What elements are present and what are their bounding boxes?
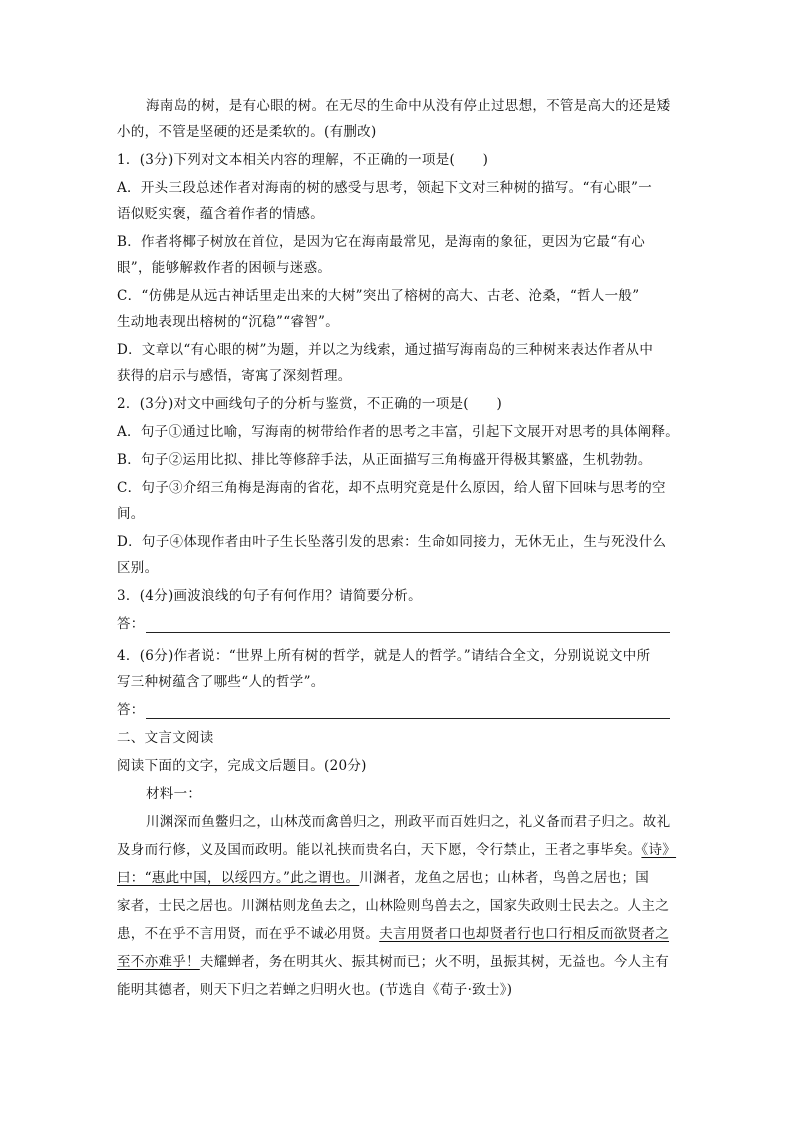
classical-text-line: 能明其德者，则天下归之若蝉之归明火也。(节选自《荀子·致士》) [117,982,513,998]
section-heading: 二、文言文阅读 [117,730,214,746]
q1-option-d-cont: 获得的启示与感悟，寄寓了深刻哲理。 [117,368,352,384]
classical-text-line [117,840,676,860]
q1-option-a: A．开头三段总述作者对海南的树的感受与思考，领起下文对三种树的描写。“有心眼”一 [117,180,653,196]
q2-option-c-cont: 间。 [117,506,145,522]
classical-text-line: 川渊深而鱼鳖归之，山林茂而禽兽归之，刑政平而百姓归之，礼义备而君子归之。故礼 [146,814,671,830]
q2-option-d: D．句子④体现作者由叶子生长坠落引发的思索：生命如同接力，无休无止，生与死没什么 [117,534,667,550]
q3-answer-line[interactable] [146,632,670,633]
q2-option-d-cont: 区别。 [117,560,159,576]
passage-line: 小的，不管是坚硬的还是柔软的。(有删改) [117,124,377,140]
question-3-stem: 3．(4分)画波浪线的句子有何作用？请简要分析。 [117,588,422,604]
underlined-sentence: 至不亦难乎！ [117,954,200,970]
classical-text-segment: 患，不在乎不言用贤，而在乎不诚必用贤。 [117,926,380,942]
q1-option-c-cont: 生动地表现出榕树的“沉稳”“睿智”。 [117,314,340,330]
passage-line: 海南岛的树，是有心眼的树。在无尽的生命中从没有停止过思想，不管是高大的还是矮 [146,98,671,114]
classical-text-line [117,952,669,972]
q3-answer-label: 答： [117,616,145,632]
classical-text-segment: 夫耀蝉者，务在明其火、振其树而已；火不明，虽振其树，无益也。今人主有 [199,954,670,970]
q1-option-b: B．作者将椰子树放在首位，是因为它在海南最常见，是海南的象征，更因为它最“有心 [117,234,646,250]
q1-option-a-cont: 语似贬实褒，蕴含着作者的情感。 [117,206,324,222]
material-label: 材料一： [146,786,202,802]
classical-text-segment: 川渊者，龙鱼之居也；山林者，鸟兽之居也；国 [359,870,650,886]
classical-text-segment: 及身而行修，义及国而政明。能以礼挟而贵名白，天下愿，令行禁止，王者之事毕矣。 [117,842,642,858]
q1-option-c: C．“仿佛是从远古神话里走出来的大树”突出了榕树的高大、古老、沧桑，“哲人一般” [117,288,640,304]
question-4-stem: 4．(6分)作者说：“世界上所有树的哲学，就是人的哲学。”请结合全文，分别说说文中所 [117,648,651,664]
classical-text-line [117,868,649,888]
q4-answer-line[interactable] [146,718,670,719]
classical-text-line: 家者，士民之居也。川渊枯则龙鱼去之，山林险则鸟兽去之，国家失政则士民去之。人主之 [117,898,669,914]
q1-option-d: D．文章以“有心眼的树”为题，并以之为线索，通过描写海南岛的三种树来表达作者从中 [117,342,654,358]
question-4-stem-cont: 写三种树蕴含了哪些“人的哲学”。 [117,674,325,690]
q1-option-b-cont: 眼”，能够解救作者的困顿与迷惑。 [117,260,332,276]
section-instruction: 阅读下面的文字，完成文后题目。(20分) [117,758,367,774]
question-2-stem: 2．(3分)对文中画线句子的分析与鉴赏，不正确的一项是( ) [117,396,503,412]
classical-text-line [117,924,669,944]
underlined-sentence: 《诗》 [641,842,677,858]
q4-answer-label: 答： [117,702,145,718]
q2-option-b: B．句子②运用比拟、排比等修辞手法，从正面描写三角梅盛开得极其繁盛，生机勃勃。 [117,452,652,468]
q2-option-c: C．句子③介绍三角梅是海南的省花，却不点明究竟是什么原因，给人留下回味与思考的空 [117,480,666,496]
question-1-stem: 1．(3分)下列对文本相关内容的理解，不正确的一项是( ) [117,152,489,168]
q2-option-a: A．句子①通过比喻，写海南的树带给作者的思考之丰富，引起下文展开对思考的具体阐释。 [117,424,680,440]
underlined-sentence: 夫言用贤者口也却贤者行也口行相反而欲贤者之 [379,926,670,942]
underlined-sentence: 曰：“惠此中国，以绥四方。”此之谓也。 [117,870,360,886]
